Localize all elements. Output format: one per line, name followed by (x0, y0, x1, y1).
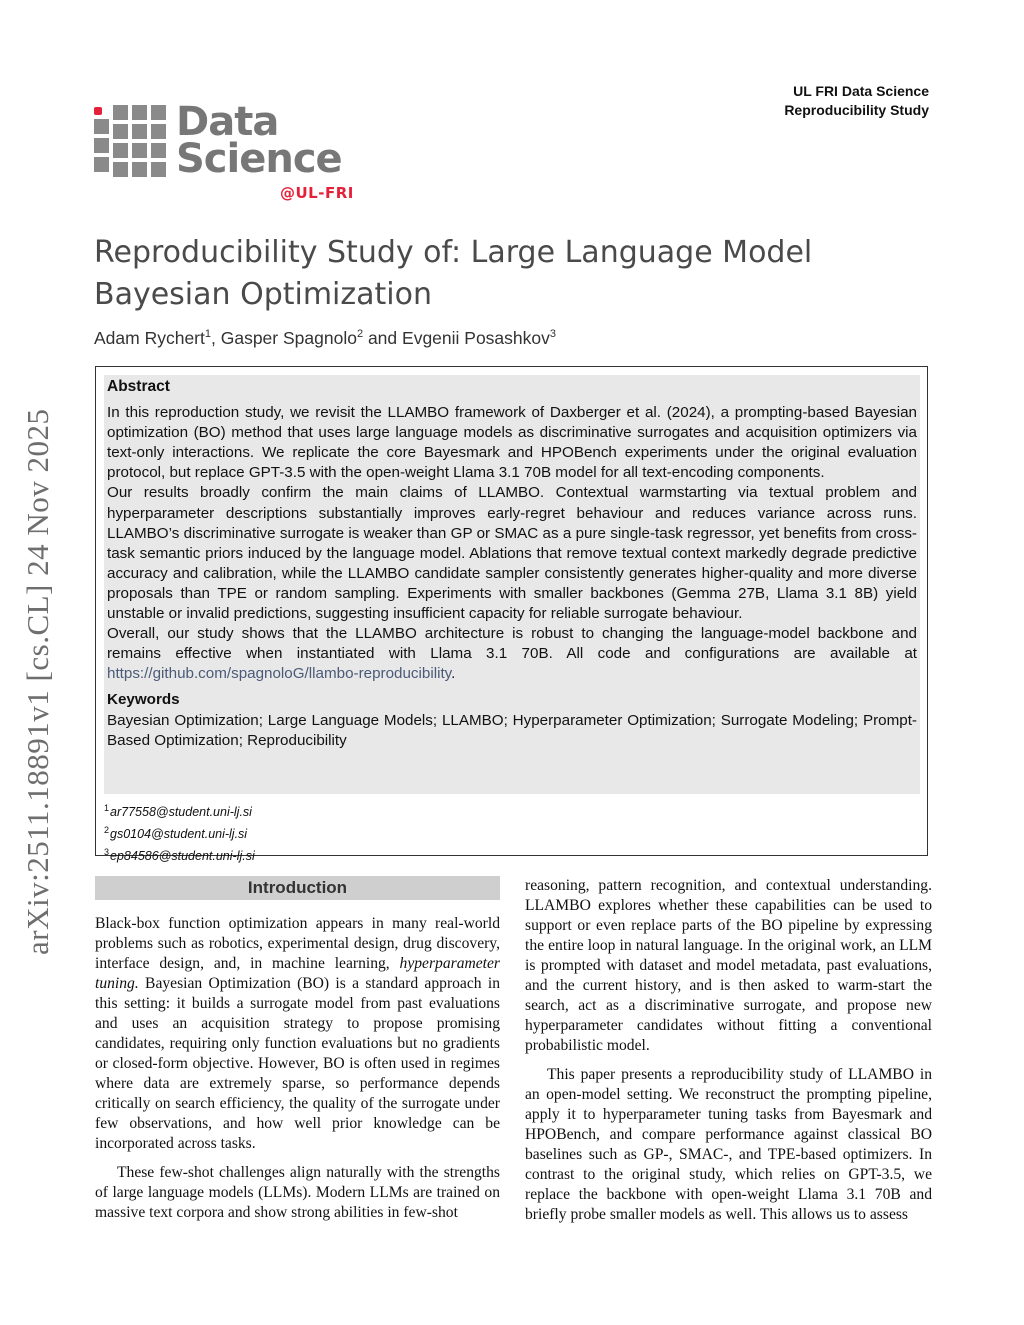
repository-link[interactable]: https://github.com/spagnoloG/llambo-reproducibility (107, 665, 452, 683)
logo-red-dot (94, 107, 102, 115)
body-paragraph: reasoning, pattern recognition, and contextual understanding. LLAMBO explores whether these capabilities can be used to support or even replace parts of the BO pipeline by expressing the entire loop in natural language. In the original work, an LLM is prompted with dataset and model metadata, past evaluations, and the current history, and is then asked to warm-start the search, act as a discriminative surrogate, and propose new hyperparameter candidates without fitting a conventional probabilistic model. (525, 877, 932, 1054)
body-text: Bayesian Optimization (BO) is a standard approach in this setting: it builds a surrogate model from past evaluations and uses an acquisition strategy to propose promising candidates, requiring only function evaluations but no gradients or closed-form objective. However, BO is often used in regimes where data are extremely sparse, so performance depends critically on search efficiency, the quality of the surrogate under few observations, and how well prior knowledge can be incorporated across tasks. (95, 975, 500, 1152)
author-list (94, 328, 556, 349)
logo-square (113, 124, 128, 139)
email-address: ar77558@student.uni-lj.si (110, 805, 252, 820)
abstract-frame (95, 366, 928, 864)
author-affiliation-mark: 3 (549, 328, 557, 341)
author-emails (104, 799, 255, 865)
author-affiliation-mark: 2 (356, 328, 364, 341)
body-paragraph (95, 914, 500, 1154)
body-paragraph: These few-shot challenges align naturally with the strengths of large language models (LLMs). Modern LLMs are trained on massive text corpora and show strong abilities in few-shot (95, 1164, 500, 1221)
logo-word-data: Data (176, 99, 279, 145)
email-address: ep84586@student.uni-lj.si (110, 849, 255, 864)
abstract-paragraph: Our results broadly confirm the main claims of LLAMBO. Contextual warmstarting via textual problem and hyperparameter descriptions substantially improves early-regret behaviour and reduces variance across runs. LLAMBO’s discriminative surrogate is weaker than GP or SMAC as a pure single-task regressor, yet benefits from cross-task semantic priors induced by the language model. Ablations that remove textual context markedly degrade predictive accuracy and calibration, while the LLAMBO candidate sampler consistently generates higher-quality and more diverse proposals than TPE or random sampling. Experiments with smaller backbones (Gemma 27B, Llama 3.1 8B) yield unstable or invalid predictions, suggesting insufficient capacity for reliable surrogate behaviour. (107, 484, 917, 623)
section-heading-introduction: Introduction (95, 876, 500, 900)
logo-square (94, 138, 109, 153)
body-text: Black-box function optimization appears in many real-world problems such as robotics, experimental design, drug discovery, interface design, and, in machine learning, (95, 915, 500, 972)
arxiv-identifier-stamp: arXiv:2511.18891v1 [cs.CL] 24 Nov 2025 (20, 408, 55, 955)
logo-square (113, 105, 128, 120)
series-line-2: Reproducibility Study (784, 102, 929, 118)
email-address: gs0104@student.uni-lj.si (110, 827, 248, 842)
abstract-paragraph: In this reproduction study, we revisit the LLAMBO framework of Daxberger et al. (2024), a prompting-based Bayesian optimization (BO) method that uses large language models as discriminative surrogates and acquisition optimizers via text-only interactions. We replicate the core Bayesmark and HPOBench experiments under the original evaluation protocol, but replace GPT-3.5 with the open-weight Llama 3.1 70B model for all text-encoding components. (107, 404, 917, 482)
logo-square (151, 143, 166, 158)
body-paragraph: This paper presents a reproducibility study of LLAMBO in an open-model setting. We reconstruct the prompting pipeline, apply it to hyperparameter tuning tasks from Bayesmark and HPOBench, and compare performance against classical BO baselines such as GP-, SMAC-, and TPE-based optimizers. In contrast to the original study, which relies on GPT-3.5, we replace the backbone with open-weight Llama 3.1 70B and briefly probe smaller models as well. This allows us to assess (525, 1066, 932, 1223)
email-line (104, 799, 255, 821)
logo-square (151, 124, 166, 139)
series-label (784, 82, 929, 120)
author-affiliation-mark: 1 (204, 328, 211, 341)
logo-square (113, 143, 128, 158)
paper-title: Reproducibility Study of: Large Language Model Bayesian Optimization (94, 235, 813, 312)
logo-square (94, 157, 109, 172)
abstract-box (104, 375, 920, 794)
author-separator: and (363, 328, 403, 348)
logo-square (94, 119, 109, 134)
logo-square (151, 105, 166, 120)
abstract-heading: Abstract (107, 378, 170, 395)
email-line (104, 843, 255, 865)
series-line-1: UL FRI Data Science (793, 83, 929, 99)
data-science-logo (94, 99, 374, 202)
email-number: 1 (104, 803, 110, 813)
email-number: 3 (104, 847, 110, 858)
abstract-text: . (451, 665, 456, 683)
logo-square (113, 162, 128, 177)
author-separator: , (211, 328, 221, 348)
left-column (95, 876, 500, 1223)
email-number: 2 (104, 825, 110, 836)
logo-square (132, 143, 147, 158)
keywords-list: Bayesian Optimization; Large Language Models; LLAMBO; Hyperparameter Optimization; Surrogate Modeling; Prompt-Based Optimization; Reproducibility (107, 711, 917, 749)
author-name: Gasper Spagnolo (220, 328, 357, 348)
abstract-paragraph (107, 624, 917, 684)
logo-sub-ul-fri: @UL-FRI (280, 184, 354, 202)
logo-square (132, 124, 147, 139)
email-line (104, 821, 255, 843)
logo-square (132, 162, 147, 177)
emphasis-text: hyperparameter tuning. (95, 955, 500, 992)
keywords-heading: Keywords (107, 691, 180, 709)
abstract-text: Overall, our study shows that the LLAMBO architecture is robust to changing the language-model backbone and remains effective when instantiated with Llama 3.1 70B. All code and configurations are available at (107, 625, 917, 663)
author-name: Evgenii Posashkov (402, 328, 550, 348)
logo-square (132, 105, 147, 120)
right-column (525, 876, 932, 1225)
author-name: Adam Rychert (94, 328, 205, 348)
logo-square (151, 162, 166, 177)
logo-word-science: Science (176, 136, 342, 182)
